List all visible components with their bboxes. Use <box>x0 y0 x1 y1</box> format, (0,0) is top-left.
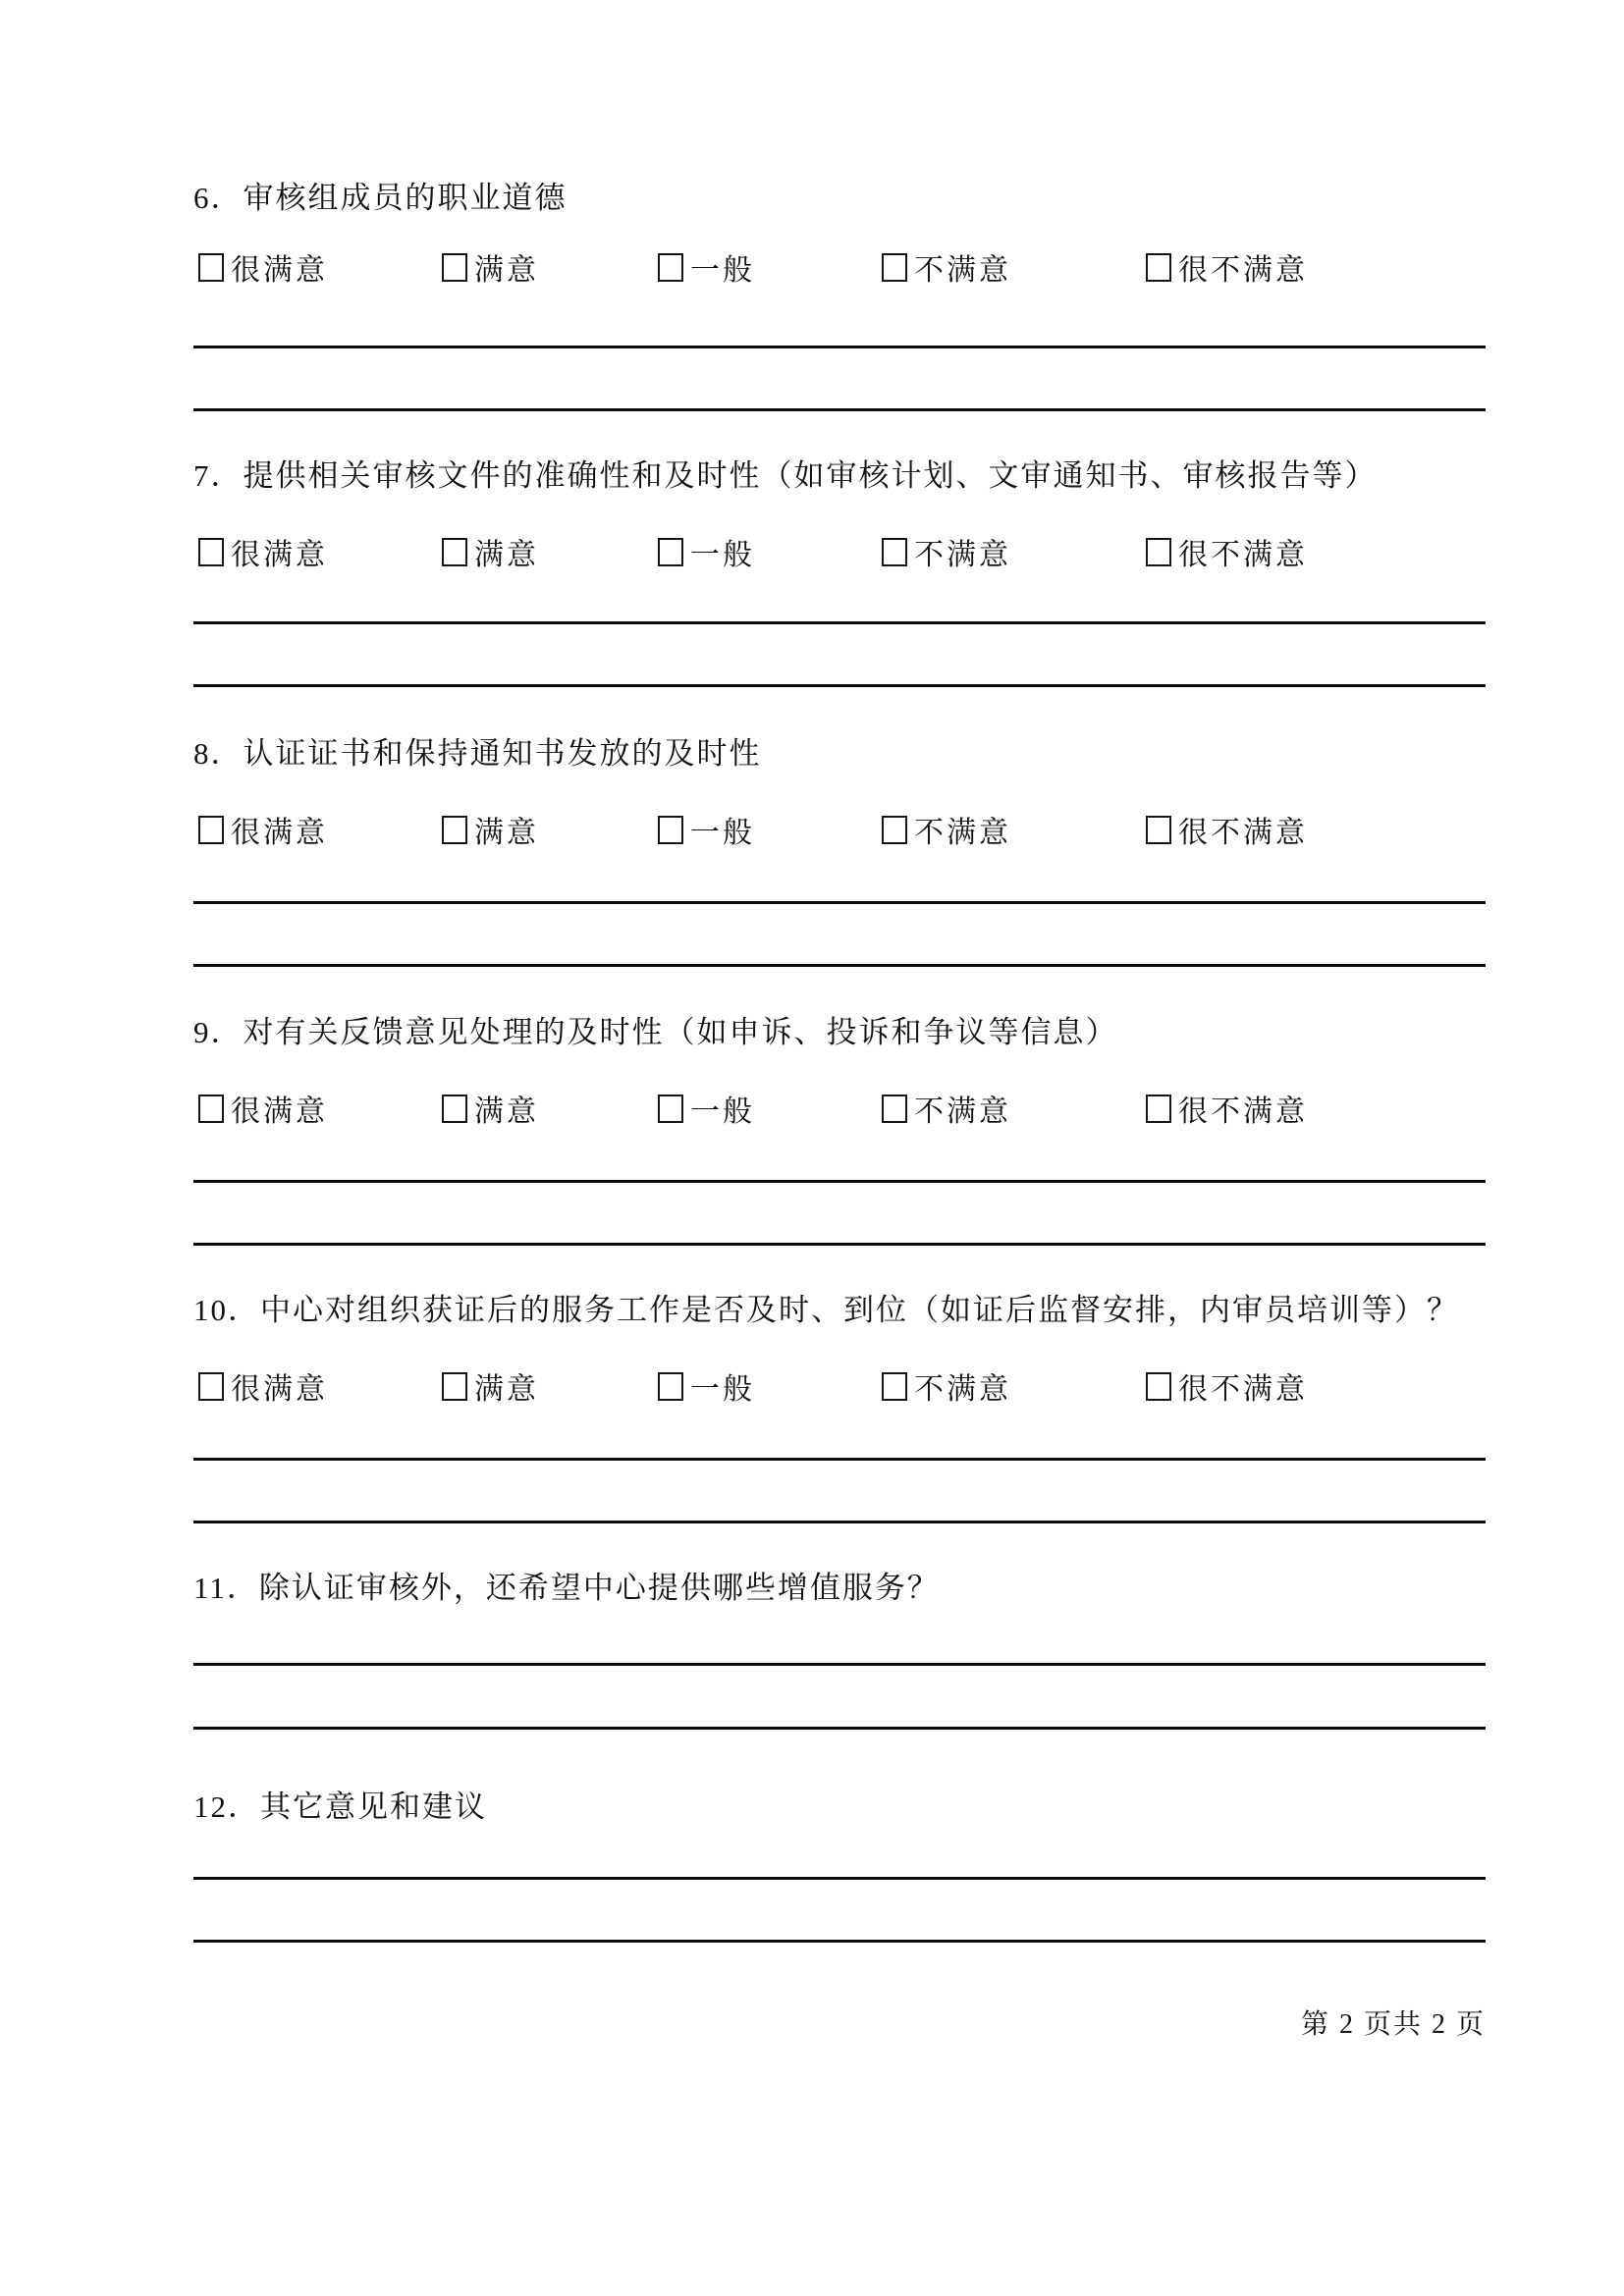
checkbox-satisfied[interactable] <box>442 1095 467 1123</box>
checkbox-satisfied[interactable] <box>442 253 467 282</box>
checkbox-very-satisfied[interactable] <box>198 1372 224 1401</box>
option-satisfied <box>442 806 539 853</box>
option-label: 满意 <box>474 817 539 849</box>
option-label: 很满意 <box>231 1095 328 1128</box>
answer-line-2[interactable] <box>193 1521 1486 1523</box>
page-number: 第 2 页共 2 页 <box>1300 2009 1486 2040</box>
question-10-title: 10．中心对组织获证后的服务工作是否及时、到位（如证后监督安排，内审员培训等）？ <box>193 1293 1459 1327</box>
checkbox-satisfied[interactable] <box>442 816 467 844</box>
option-label: 不满意 <box>914 1373 1011 1406</box>
answer-line-2[interactable] <box>193 964 1486 967</box>
question-6-rating-options <box>0 243 1624 291</box>
checkbox-dissatisfied[interactable] <box>882 538 907 566</box>
option-label: 很不满意 <box>1178 254 1308 287</box>
option-very-dissatisfied <box>1146 243 1308 291</box>
checkbox-very-dissatisfied[interactable] <box>1146 816 1171 844</box>
checkbox-neutral[interactable] <box>658 816 683 844</box>
checkbox-neutral[interactable] <box>658 1095 683 1123</box>
option-neutral <box>658 806 755 853</box>
option-label: 很满意 <box>231 817 328 849</box>
option-label: 满意 <box>474 254 539 287</box>
option-label: 很不满意 <box>1178 1373 1308 1406</box>
question-8-title: 8．认证证书和保持通知书发放的及时性 <box>193 736 762 771</box>
option-label: 不满意 <box>914 817 1011 849</box>
option-label: 不满意 <box>914 254 1011 287</box>
answer-line-2[interactable] <box>193 1727 1486 1730</box>
question-7-rating-options <box>0 528 1624 575</box>
option-satisfied <box>442 1085 539 1132</box>
checkbox-neutral[interactable] <box>658 538 683 566</box>
option-dissatisfied <box>882 528 1011 575</box>
question-6-title: 6．审核组成员的职业道德 <box>193 181 568 215</box>
answer-line-1[interactable] <box>193 1180 1486 1183</box>
checkbox-very-dissatisfied[interactable] <box>1146 538 1171 566</box>
option-very-satisfied <box>198 1085 328 1132</box>
checkbox-dissatisfied[interactable] <box>882 1372 907 1401</box>
option-label: 满意 <box>474 539 539 571</box>
option-satisfied <box>442 243 539 291</box>
question-9-title: 9．对有关反馈意见处理的及时性（如申诉、投诉和争议等信息） <box>193 1015 1118 1049</box>
question-7-title: 7．提供相关审核文件的准确性和及时性（如审核计划、文审通知书、审核报告等） <box>193 458 1378 493</box>
option-label: 满意 <box>474 1095 539 1128</box>
option-neutral <box>658 1085 755 1132</box>
checkbox-dissatisfied[interactable] <box>882 253 907 282</box>
option-dissatisfied <box>882 1085 1011 1132</box>
option-neutral <box>658 1362 755 1410</box>
option-label: 很不满意 <box>1178 1095 1308 1128</box>
option-label: 很满意 <box>231 539 328 571</box>
option-neutral <box>658 528 755 575</box>
answer-line-2[interactable] <box>193 1243 1486 1246</box>
checkbox-satisfied[interactable] <box>442 538 467 566</box>
answer-line-1[interactable] <box>193 1877 1486 1880</box>
option-label: 很不满意 <box>1178 817 1308 849</box>
option-label: 不满意 <box>914 539 1011 571</box>
checkbox-very-dissatisfied[interactable] <box>1146 1372 1171 1401</box>
answer-line-1[interactable] <box>193 1458 1486 1461</box>
checkbox-very-satisfied[interactable] <box>198 816 224 844</box>
option-satisfied <box>442 1362 539 1410</box>
option-label: 一般 <box>690 254 755 287</box>
option-label: 很满意 <box>231 1373 328 1406</box>
question-9-rating-options <box>0 1085 1624 1132</box>
checkbox-dissatisfied[interactable] <box>882 816 907 844</box>
checkbox-very-dissatisfied[interactable] <box>1146 253 1171 282</box>
checkbox-satisfied[interactable] <box>442 1372 467 1401</box>
option-very-satisfied <box>198 243 328 291</box>
answer-line-1[interactable] <box>193 1663 1486 1666</box>
answer-line-1[interactable] <box>193 346 1486 348</box>
checkbox-dissatisfied[interactable] <box>882 1095 907 1123</box>
option-label: 很满意 <box>231 254 328 287</box>
option-satisfied <box>442 528 539 575</box>
option-label: 不满意 <box>914 1095 1011 1128</box>
checkbox-neutral[interactable] <box>658 1372 683 1401</box>
option-very-dissatisfied <box>1146 806 1308 853</box>
checkbox-very-satisfied[interactable] <box>198 538 224 566</box>
option-very-satisfied <box>198 528 328 575</box>
option-dissatisfied <box>882 806 1011 853</box>
option-very-dissatisfied <box>1146 1362 1308 1410</box>
answer-line-2[interactable] <box>193 1940 1486 1943</box>
question-12-title: 12．其它意见和建议 <box>193 1789 487 1824</box>
answer-line-1[interactable] <box>193 901 1486 904</box>
option-label: 满意 <box>474 1373 539 1406</box>
option-label: 很不满意 <box>1178 539 1308 571</box>
option-very-satisfied <box>198 1362 328 1410</box>
checkbox-neutral[interactable] <box>658 253 683 282</box>
checkbox-very-satisfied[interactable] <box>198 1095 224 1123</box>
option-very-dissatisfied <box>1146 528 1308 575</box>
question-10-rating-options <box>0 1362 1624 1410</box>
answer-line-1[interactable] <box>193 621 1486 624</box>
answer-line-2[interactable] <box>193 684 1486 687</box>
question-8-rating-options <box>0 806 1624 853</box>
option-label: 一般 <box>690 1095 755 1128</box>
option-label: 一般 <box>690 539 755 571</box>
option-dissatisfied <box>882 1362 1011 1410</box>
checkbox-very-dissatisfied[interactable] <box>1146 1095 1171 1123</box>
option-neutral <box>658 243 755 291</box>
option-label: 一般 <box>690 1373 755 1406</box>
option-label: 一般 <box>690 817 755 849</box>
answer-line-2[interactable] <box>193 408 1486 411</box>
option-dissatisfied <box>882 243 1011 291</box>
option-very-dissatisfied <box>1146 1085 1308 1132</box>
checkbox-very-satisfied[interactable] <box>198 253 224 282</box>
option-very-satisfied <box>198 806 328 853</box>
question-11-title: 11．除认证审核外，还希望中心提供哪些增值服务？ <box>193 1571 940 1605</box>
